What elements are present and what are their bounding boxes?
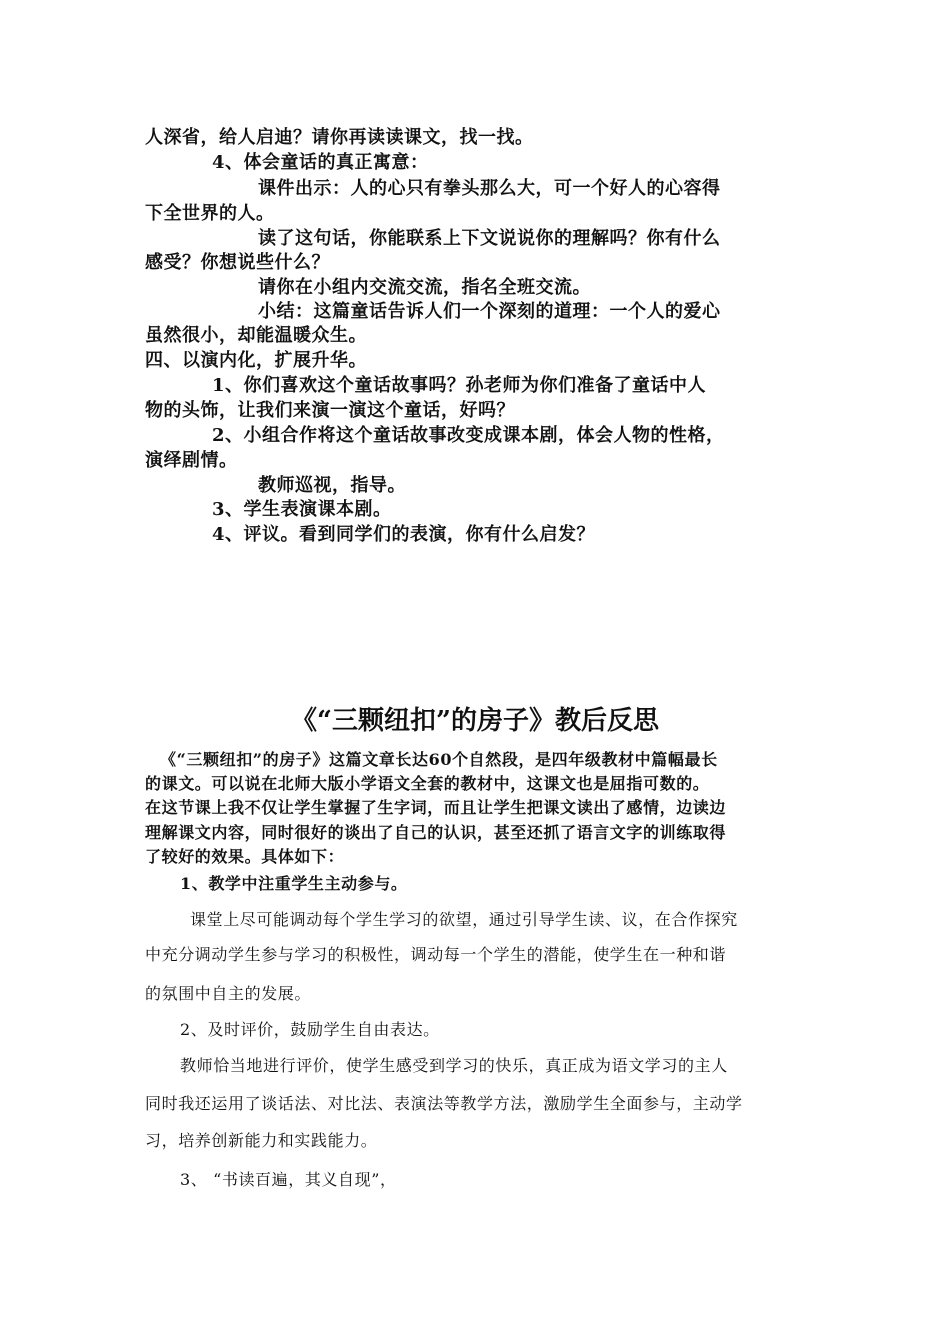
section-heading: 四、以演内化，扩展升华。 (145, 350, 367, 371)
text-line: 虽然很小，却能温暖众生。 (145, 325, 367, 346)
text-line: 4、评议。看到同学们的表演，你有什么启发？ (212, 524, 596, 545)
text-line: 请你在小组内交流交流，指名全班交流。 (258, 277, 591, 298)
text-line: 3、 “书读百遍，其义自现”， (180, 1170, 397, 1189)
text-line: 物的头饰，让我们来演一演这个童话，好吗？ (145, 400, 515, 421)
text-line: 感受？你想说些什么？ (145, 252, 330, 273)
text-line: 1、你们喜欢这个童话故事吗？孙老师为你们准备了童话中人 (212, 375, 707, 396)
reflection-title: 《“三颗纽扣”的房子》教后反思 (291, 706, 659, 736)
text-line: 了较好的效果。具体如下： (145, 847, 345, 866)
text-line: 下全世界的人。 (145, 203, 275, 224)
text-line: 教师恰当地进行评价，使学生感受到学习的快乐，真正成为语文学习的主人 (180, 1056, 728, 1075)
text-line: 课件出示：人的心只有拳头那么大，可一个好人的心容得 (258, 178, 721, 199)
text-line: 理解课文内容，同时很好的谈出了自己的认识，甚至还抓了语言文字的训练取得 (145, 823, 727, 842)
text-line: 演绎剧情。 (145, 450, 238, 471)
text-line: 读了这句话，你能联系上下文说说你的理解吗？你有什么 (258, 228, 721, 249)
text-line: 同时我还运用了谈话法、对比法、表演法等教学方法，激励学生全面参与，主动学 (145, 1094, 743, 1113)
text-line: 《“三颗纽扣”的房子》这篇文章长达60个自然段，是四年级教材中篇幅最长 (160, 750, 718, 769)
text-line: 4、体会童话的真正寓意： (212, 152, 429, 173)
text-line: 教师巡视，指导。 (258, 475, 406, 496)
text-line: 中充分调动学生参与学习的积极性，调动每一个学生的潜能，使学生在一种和谐 (145, 945, 727, 964)
text-line: 习，培养创新能力和实践能力。 (145, 1131, 378, 1150)
text-line: 课堂上尽可能调动每个学生学习的欲望，通过引导学生读、议，在合作探究 (190, 910, 738, 929)
text-line: 3、学生表演课本剧。 (212, 499, 392, 520)
text-line: 的课文。可以说在北师大版小学语文全套的教材中，这课文也是屈指可数的。 (145, 774, 710, 793)
text-line: 人深省，给人启迪？请你再读读课文，找一找。 (145, 127, 534, 148)
text-line: 的氛围中自主的发展。 (145, 984, 312, 1003)
text-line: 在这节课上我不仅让学生掌握了生字词，而且让学生把课文读出了感情，边读边 (145, 798, 727, 817)
text-line: 2、及时评价，鼓励学生自由表达。 (180, 1020, 440, 1039)
text-line: 2、小组合作将这个童话故事改变成课本剧，体会人物的性格， (212, 425, 725, 446)
text-line: 小结：这篇童话告诉人们一个深刻的道理：一个人的爱心 (258, 301, 721, 322)
text-line: 1、教学中注重学生主动参与。 (180, 874, 408, 893)
